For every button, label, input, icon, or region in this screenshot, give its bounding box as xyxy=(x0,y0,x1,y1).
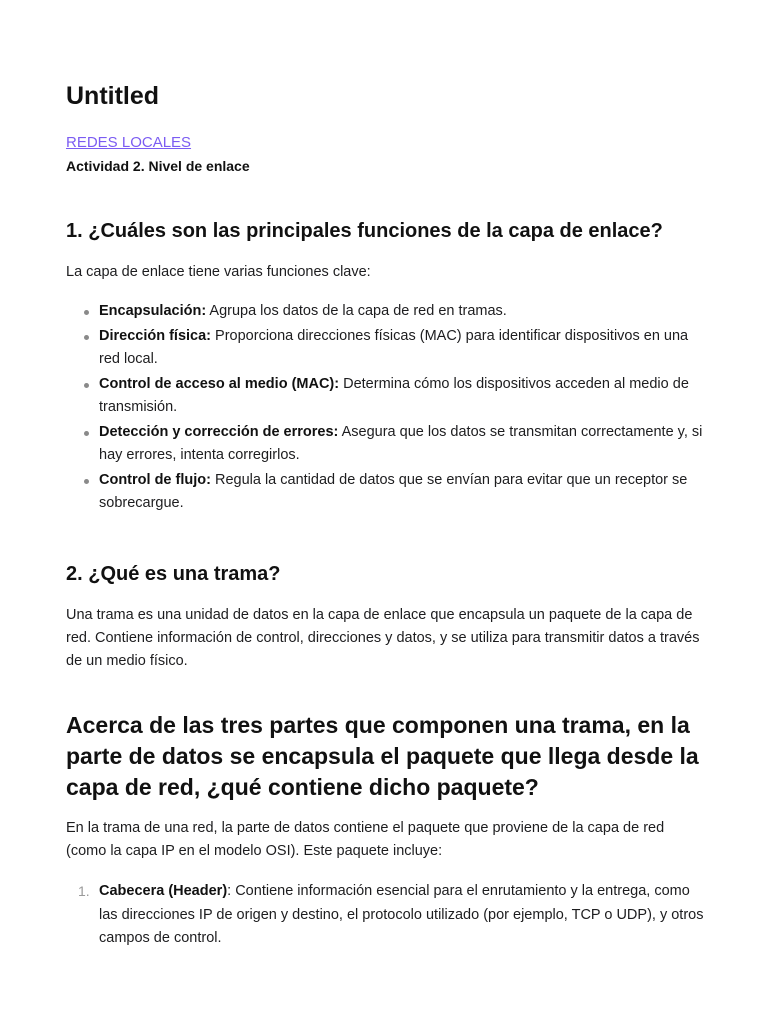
page-title: Untitled xyxy=(66,82,160,110)
item-text: Agrupa los datos de la capa de red en tramas. xyxy=(206,303,507,319)
list-item xyxy=(66,325,706,372)
functions-list xyxy=(66,300,706,517)
section2-body: Una trama es una unidad de datos en la capa de enlace que encapsula un paquete de la capa de red. Contiene información de control, direcciones y datos, y se utiliza para transmitir datos a través de un medio físico. xyxy=(66,607,700,669)
list-item xyxy=(66,469,706,516)
item-text: Proporciona direcciones físicas (MAC) para identificar dispositivos en una red local. xyxy=(99,327,689,367)
item-term: Control de flujo: xyxy=(99,471,211,488)
bullet-icon xyxy=(84,383,89,388)
bullet-icon xyxy=(84,479,89,484)
item-text: : Contiene información esencial para el enrutamiento y la entrega, como las direcciones IP de origen y destino, el protocolo utilizado (por ejemplo, TCP o UDP), y otros campos de control. xyxy=(99,883,704,946)
list-item xyxy=(66,880,706,951)
bullet-icon xyxy=(84,310,89,315)
list-item xyxy=(66,373,706,420)
section3-heading: Acerca de las tres partes que componen una trama, en la parte de datos se encapsula el paquete que llega desde la capa de red, ¿qué contiene dicho paquete? xyxy=(66,712,699,800)
item-text: Regula la cantidad de datos que se envían para evitar que un receptor se sobrecargue. xyxy=(99,471,688,511)
item-term: Detección y corrección de errores: xyxy=(99,423,339,440)
activity-subtitle: Actividad 2. Nivel de enlace xyxy=(66,158,250,174)
item-term: Cabecera (Header) xyxy=(99,883,228,899)
list-item xyxy=(66,421,706,468)
item-term: Control de acceso al medio (MAC): xyxy=(99,375,340,392)
course-link[interactable]: REDES LOCALES xyxy=(66,134,192,151)
item-text: Determina cómo los dispositivos acceden al medio de transmisión. xyxy=(99,375,689,415)
packet-contents-list xyxy=(66,880,706,952)
section3-intro: En la trama de una red, la parte de datos contiene el paquete que proviene de la capa de red (como la capa IP en el modelo OSI). Este paquete incluye: xyxy=(66,820,665,859)
section2-heading: 2. ¿Qué es una trama? xyxy=(66,563,281,585)
section1-intro: La capa de enlace tiene varias funciones clave: xyxy=(66,264,371,280)
bullet-icon xyxy=(84,431,89,436)
section1-heading: 1. ¿Cuáles son las principales funciones de la capa de enlace? xyxy=(66,220,663,242)
list-item xyxy=(66,300,706,324)
item-term: Encapsulación: xyxy=(99,303,207,319)
item-text: Asegura que los datos se transmitan correctamente y, si hay errores, intenta corregirlos. xyxy=(99,423,703,463)
item-term: Dirección física: xyxy=(99,327,212,344)
bullet-icon xyxy=(84,335,89,340)
item-number: 1. xyxy=(78,883,90,899)
